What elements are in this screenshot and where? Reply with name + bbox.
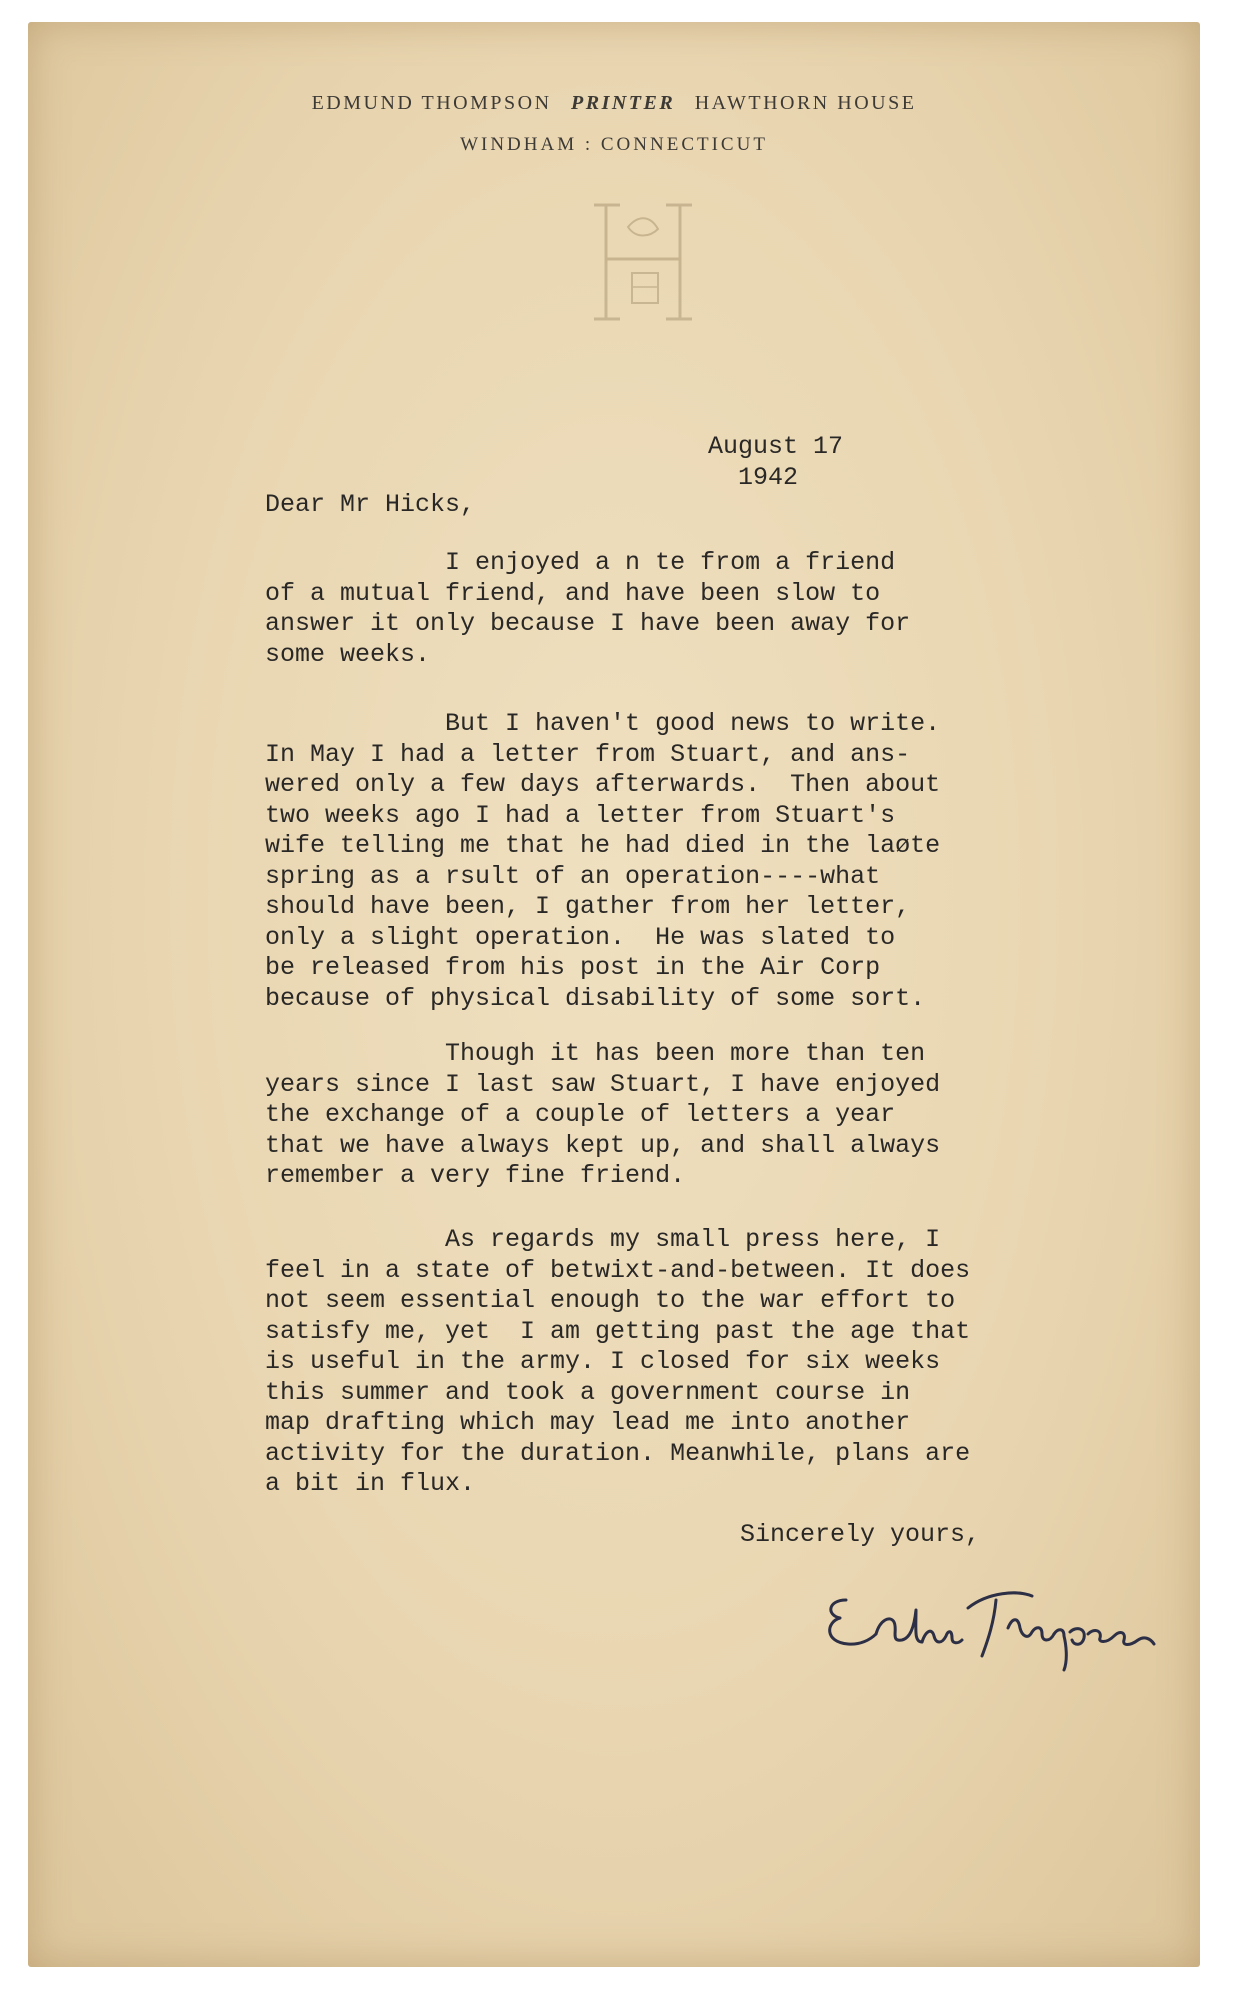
letterhead-name: EDMUND THOMPSON <box>311 92 552 114</box>
closing: Sincerely yours, <box>740 1520 981 1549</box>
letter-sheet <box>28 22 1200 1967</box>
date-month-day: August 17 <box>708 432 844 461</box>
date-year: 1942 <box>738 462 799 492</box>
letterhead-line1 <box>28 92 1200 115</box>
paragraph-1: I enjoyed a n te from a friend of a mutual friend, and have been slow to answer it only because I have been away for some weeks. <box>265 548 911 669</box>
letterhead-location: WINDHAM : CONNECTICUT <box>460 134 768 155</box>
monogram-icon <box>588 197 698 327</box>
paragraph-4: As regards my small press here, I feel in a state of betwixt-and-between. It does not seem essential enough to the war effort to satisfy me, yet I am getting past the age that is useful in the army. I closed for six weeks this summer and took a government course in map drafting which may lead me into another activity for the duration. Meanwhile, plans are a bit in flux. <box>265 1225 971 1498</box>
signature <box>818 1570 1178 1680</box>
letter-date <box>708 432 843 493</box>
paragraph-3: Though it has been more than ten years since I last saw Stuart, I have enjoyed the exchange of a couple of letters a year that we have always kept up, and shall always remember a very fine friend. <box>265 1039 941 1190</box>
letterhead-role: PRINTER <box>571 92 676 114</box>
paragraph-2: But I haven't good news to write. In May I had a letter from Stuart, and ans- wered only a few days afterwards. Then about two weeks ago I had a letter from Stuart's wife telling me that he had died in the laøte spring as a rsult of an operation----what should have been, I gather from her letter, only a slight operation. He was slated to be released from his post in the Air Corp because of physical disability of some sort. <box>265 709 941 1013</box>
salutation: Dear Mr Hicks, <box>265 490 476 519</box>
letterhead-house: HAWTHORN HOUSE <box>694 92 917 114</box>
